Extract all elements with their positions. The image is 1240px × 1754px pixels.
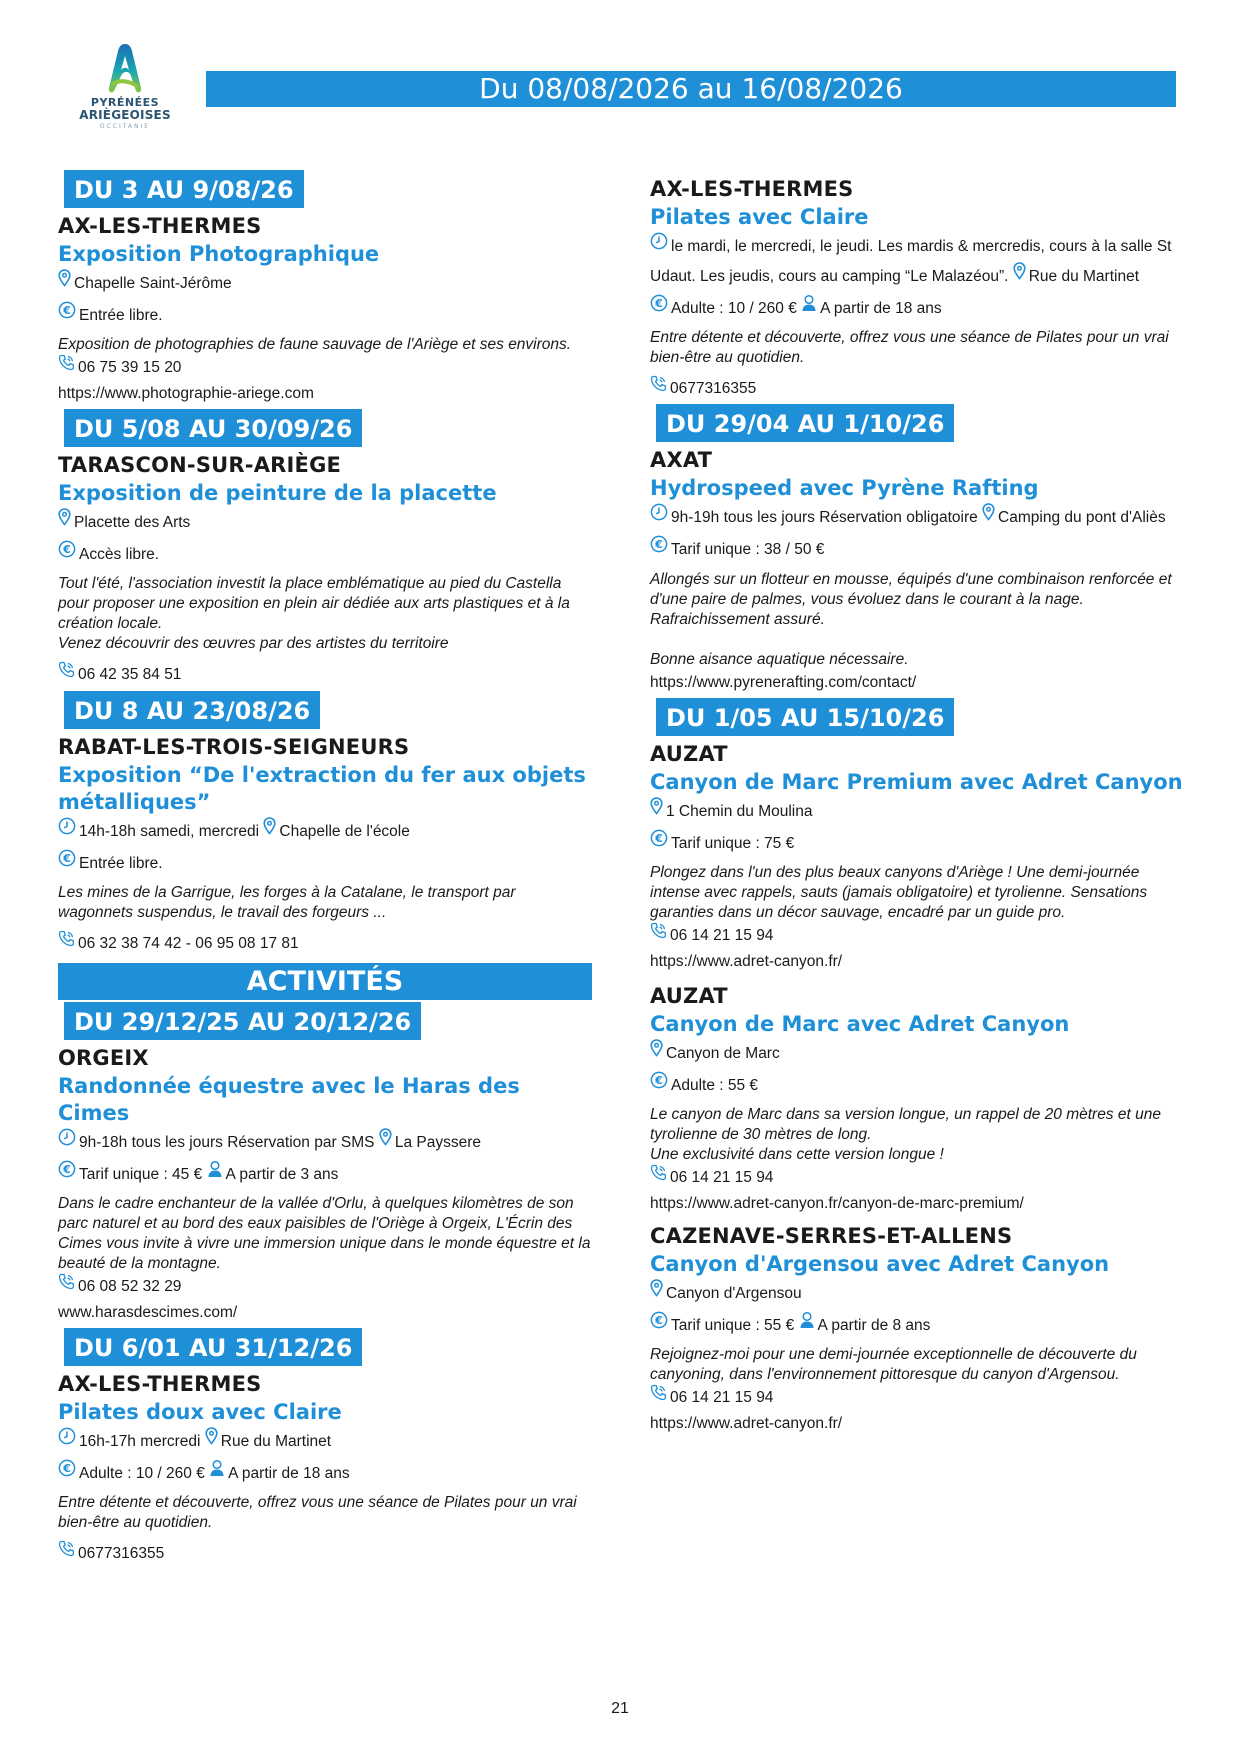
event-city: AX-LES-THERMES	[58, 1372, 262, 1397]
event-price-row	[58, 849, 592, 879]
svg-text:€: €	[655, 831, 663, 845]
svg-text:€: €	[655, 1314, 663, 1328]
event-phone-row	[650, 376, 1192, 402]
svg-text:€: €	[63, 851, 71, 865]
left-column	[58, 168, 592, 1567]
event-price-row	[58, 1160, 592, 1190]
event-url[interactable]: https://www.adret-canyon.fr/canyon-de-marc-premium/	[650, 1195, 1024, 1213]
event-city: RABAT-LES-TROIS-SEIGNEURS	[58, 734, 410, 759]
event-url[interactable]: https://www.adret-canyon.fr/	[650, 952, 843, 970]
event-description: Plongez dans l'un des plus beaux canyons d'Ariège ! Une demi-journée intense avec rappels, sauts (jamais obligatoire) et tyrolienne. Sensations garanties dans un décor sauvage, encadré par un guide pro.	[650, 863, 1148, 921]
event-price: Tarif unique : 38 / 50 €	[671, 541, 825, 559]
event-price: Adulte : 10 / 260 €	[79, 1465, 205, 1483]
pin-icon	[58, 268, 71, 298]
pin-icon	[379, 1127, 392, 1157]
event-city: AXAT	[650, 448, 713, 473]
event-title: Pilates avec Claire	[650, 205, 869, 229]
phone-icon	[58, 1273, 75, 1299]
event-phone: 06 14 21 15 94	[670, 926, 774, 944]
svg-text:€: €	[63, 304, 71, 318]
event-price: Entrée libre.	[79, 307, 163, 325]
event-phone-row	[58, 931, 592, 957]
event-card	[58, 1326, 592, 1567]
event-phone: 06 75 39 15 20	[78, 359, 182, 377]
euro-icon	[650, 534, 668, 564]
phone-icon	[58, 354, 75, 380]
pin-icon	[1013, 261, 1026, 291]
logo-text-line2: ARIÈGEOISES	[79, 108, 171, 122]
date-badge: DU 29/12/25 AU 20/12/26	[64, 1002, 421, 1040]
event-description	[650, 570, 1192, 670]
date-badge: DU 5/08 AU 30/09/26	[64, 409, 362, 447]
event-description: Rejoignez-moi pour une demi-journée exceptionnelle de découverte du canyoning, dans l'environnement pittoresque du canyon d'Argensou.	[650, 1346, 1137, 1384]
phone-icon	[650, 922, 667, 948]
date-badge: DU 8 AU 23/08/26	[64, 691, 320, 729]
event-price: Accès libre.	[79, 546, 160, 564]
euro-icon	[58, 1159, 76, 1189]
svg-text:€: €	[655, 297, 663, 311]
event-description: Les mines de la Garrigue, les forges à la Catalane, le transport par wagonnets suspendus, le travail des forgeurs ...	[58, 883, 516, 921]
phone-icon	[650, 1164, 667, 1190]
event-time-line1: le mardi, le mercredi, le jeudi. Les mardis & mercredis, cours à la salle St	[671, 238, 1172, 256]
event-city: CAZENAVE-SERRES-ET-ALLENS	[650, 1224, 1013, 1249]
event-description-p2: Une exclusivité dans cette version longue !	[650, 1146, 944, 1164]
person-icon	[207, 1159, 223, 1189]
event-age: A partir de 8 ans	[817, 1317, 931, 1335]
event-location: Canyon de Marc	[666, 1044, 780, 1062]
date-range-header: Du 08/08/2026 au 16/08/2026	[206, 71, 1176, 107]
event-description	[650, 1105, 1192, 1165]
date-badge: DU 29/04 AU 1/10/26	[656, 404, 954, 442]
event-location: Chapelle de l'école	[279, 822, 410, 840]
event-description-p1: Allongés sur un flotteur en mousse, équipés d'une combinaison renforcée et d'une paire de palmes, vous évoluez dans le courant à la nage. Rafraichissement assuré.	[650, 570, 1172, 628]
pin-icon	[982, 502, 995, 532]
event-age: A partir de 3 ans	[225, 1166, 339, 1184]
event-location: 1 Chemin du Moulina	[666, 802, 813, 820]
person-icon	[799, 1310, 815, 1340]
person-icon	[209, 1458, 225, 1488]
clock-icon	[650, 231, 668, 261]
date-badge: DU 1/05 AU 15/10/26	[656, 698, 954, 736]
euro-icon	[650, 293, 668, 323]
logo-mark-icon	[103, 40, 147, 96]
event-price: Tarif unique : 75 €	[671, 834, 795, 852]
event-card	[58, 1000, 592, 1326]
event-url[interactable]: https://www.photographie-ariege.com	[58, 385, 314, 403]
event-title: Randonnée équestre avec le Haras des Cimes	[58, 1073, 520, 1125]
event-location: Rue du Martinet	[220, 1433, 332, 1451]
svg-text:€: €	[655, 1073, 663, 1087]
phone-icon	[58, 930, 75, 956]
logo	[72, 40, 178, 136]
event-phone-row	[58, 355, 592, 381]
event-price: Adulte : 55 €	[671, 1077, 759, 1095]
event-time-line2: Udaut. Les jeudis, cours au camping “Le Malazéou”.	[650, 268, 1009, 286]
person-icon	[801, 293, 817, 323]
euro-icon	[58, 300, 76, 330]
event-location-row	[58, 269, 592, 299]
event-city: AUZAT	[650, 741, 728, 766]
event-price: Tarif unique : 45 €	[79, 1166, 203, 1184]
event-phone-row	[58, 1274, 592, 1300]
event-time: 16h-17h mercredi	[79, 1433, 201, 1451]
event-title: Exposition Photographique	[58, 242, 380, 266]
event-phone-row	[650, 1385, 1192, 1411]
event-phone: 0677316355	[670, 380, 757, 398]
event-card	[650, 402, 1192, 695]
phone-icon	[58, 661, 75, 687]
event-price-row	[58, 540, 592, 570]
pin-icon	[650, 1038, 663, 1068]
event-price: Tarif unique : 55 €	[671, 1317, 795, 1335]
event-location-row	[650, 1279, 1192, 1309]
event-time: 14h-18h samedi, mercredi	[79, 822, 260, 840]
event-title: Canyon d'Argensou avec Adret Canyon	[650, 1252, 1110, 1277]
event-city: AX-LES-THERMES	[58, 214, 262, 238]
event-city: TARASCON-SUR-ARIÈGE	[58, 453, 342, 478]
event-location: La Payssere	[394, 1133, 481, 1151]
event-phone: 06 14 21 15 94	[670, 1169, 774, 1187]
event-title: Exposition de peinture de la placette	[58, 481, 497, 506]
event-phone-row	[650, 923, 1192, 949]
event-title: Canyon de Marc Premium avec Adret Canyon	[650, 769, 1183, 794]
event-description	[58, 574, 592, 654]
euro-icon	[650, 1310, 668, 1340]
date-badge: DU 3 AU 9/08/26	[64, 170, 304, 208]
euro-icon	[58, 1458, 76, 1488]
event-location: Rue du Martinet	[1028, 268, 1140, 286]
clock-icon	[58, 1127, 76, 1157]
pin-icon	[205, 1426, 218, 1456]
event-url[interactable]: https://www.adret-canyon.fr/	[650, 1415, 843, 1433]
event-description-p2: Venez découvrir des œuvres par des artistes du territoire	[58, 635, 449, 653]
pin-icon	[650, 1278, 663, 1308]
event-price-row	[650, 1311, 1192, 1341]
event-price-row	[650, 294, 1192, 324]
event-age: A partir de 18 ans	[820, 300, 942, 318]
event-city: ORGEIX	[58, 1045, 149, 1070]
event-phone: 06 08 52 32 29	[78, 1278, 182, 1296]
event-location-row	[650, 797, 1192, 827]
svg-text:€: €	[63, 543, 71, 557]
svg-text:€: €	[63, 1162, 71, 1176]
event-phone: 0677316355	[78, 1545, 165, 1563]
event-description: Entre détente et découverte, offrez vous une séance de Pilates pour un vrai bien-être au quotidien.	[58, 1494, 577, 1532]
event-card	[650, 176, 1192, 402]
event-phone: 06 42 35 84 51	[78, 666, 182, 684]
event-price-row	[650, 535, 1192, 565]
event-price-row	[650, 1071, 1192, 1101]
event-phone-row	[58, 662, 592, 688]
event-price-row	[58, 301, 592, 331]
event-card	[58, 407, 592, 688]
logo-text-line3: OCCITANIE	[99, 123, 151, 130]
event-description: Entre détente et découverte, offrez vous une séance de Pilates pour un vrai bien-être au quotidien.	[650, 329, 1169, 367]
clock-icon	[58, 1426, 76, 1456]
event-price: Entrée libre.	[79, 854, 163, 872]
event-time-location-row	[58, 1427, 592, 1457]
event-title: Pilates doux avec Claire	[58, 1400, 342, 1425]
event-price-row	[650, 829, 1192, 859]
svg-text:€: €	[63, 1462, 71, 1476]
euro-icon	[58, 539, 76, 569]
event-card	[650, 983, 1192, 1217]
event-location: Camping du pont d'Aliès	[998, 509, 1166, 527]
event-phone: 06 14 21 15 94	[670, 1389, 774, 1407]
right-column	[650, 168, 1192, 1437]
event-time-location-row	[650, 503, 1192, 533]
logo-text-line1: PYRÉNÉES	[90, 96, 160, 109]
event-description-p2: Bonne aisance aquatique nécessaire.	[650, 650, 909, 668]
euro-icon	[650, 828, 668, 858]
event-title: Exposition “De l'extraction du fer aux objets métalliques”	[58, 762, 586, 814]
event-price-row	[58, 1459, 592, 1489]
event-time-location-row	[58, 1128, 592, 1158]
event-description-p1: Le canyon de Marc dans sa version longue, un rappel de 20 mètres et une tyrolienne de 30 mètres de long.	[650, 1106, 1161, 1144]
event-time-location-row	[58, 817, 592, 847]
phone-icon	[650, 375, 667, 401]
event-card	[58, 168, 592, 407]
svg-text:€: €	[655, 538, 663, 552]
event-description: Exposition de photographies de faune sauvage de l'Ariège et ses environs.	[58, 336, 572, 354]
event-location-row	[58, 508, 592, 538]
euro-icon	[58, 848, 76, 878]
event-location: Chapelle Saint-Jérôme	[74, 275, 232, 293]
section-banner-activites: ACTIVITÉS	[58, 963, 592, 1000]
euro-icon	[650, 1070, 668, 1100]
event-card	[58, 689, 592, 957]
event-phone-row	[650, 1165, 1192, 1191]
event-description-p1: Tout l'été, l'association investit la place emblématique au pied du Castella pour proposer une exposition en plein air dédiée aux arts plastiques et à la création locale.	[58, 575, 570, 633]
event-age: A partir de 18 ans	[228, 1465, 350, 1483]
event-url[interactable]: https://www.pyrenerafting.com/contact/	[650, 673, 917, 691]
event-city: AX-LES-THERMES	[650, 177, 854, 201]
clock-icon	[650, 502, 668, 532]
event-time: 9h-18h tous les jours Réservation par SMS	[79, 1133, 375, 1151]
event-location: Canyon d'Argensou	[666, 1285, 802, 1303]
event-phone-row	[58, 1541, 592, 1567]
phone-icon	[58, 1540, 75, 1566]
clock-icon	[58, 816, 76, 846]
event-price: Adulte : 10 / 260 €	[671, 300, 797, 318]
event-title: Canyon de Marc avec Adret Canyon	[650, 1011, 1070, 1036]
event-city: AUZAT	[650, 983, 728, 1008]
event-phone: 06 32 38 74 42 - 06 95 08 17 81	[78, 934, 299, 952]
event-card	[650, 1223, 1192, 1437]
date-badge: DU 6/01 AU 31/12/26	[64, 1328, 362, 1366]
event-location-row	[650, 1039, 1192, 1069]
page-number: 21	[611, 1700, 629, 1717]
pin-icon	[650, 796, 663, 826]
event-card	[650, 696, 1192, 975]
pin-icon	[58, 507, 71, 537]
event-description: Dans le cadre enchanteur de la vallée d'Orlu, à quelques kilomètres de son parc naturel et au bord des eaux paisibles de l'Oriège à Orgeix, L'Écrin des Cimes vous invite à vivre une immersion unique dans le monde équestre et la beauté de la montagne.	[58, 1195, 591, 1273]
pin-icon	[263, 816, 276, 846]
event-title: Hydrospeed avec Pyrène Rafting	[650, 476, 1039, 501]
phone-icon	[650, 1384, 667, 1410]
event-location: Placette des Arts	[74, 514, 191, 532]
event-time-location-row	[650, 232, 1192, 292]
event-time: 9h-19h tous les jours Réservation obligatoire	[671, 509, 978, 527]
event-url[interactable]: www.harasdescimes.com/	[58, 1304, 238, 1322]
